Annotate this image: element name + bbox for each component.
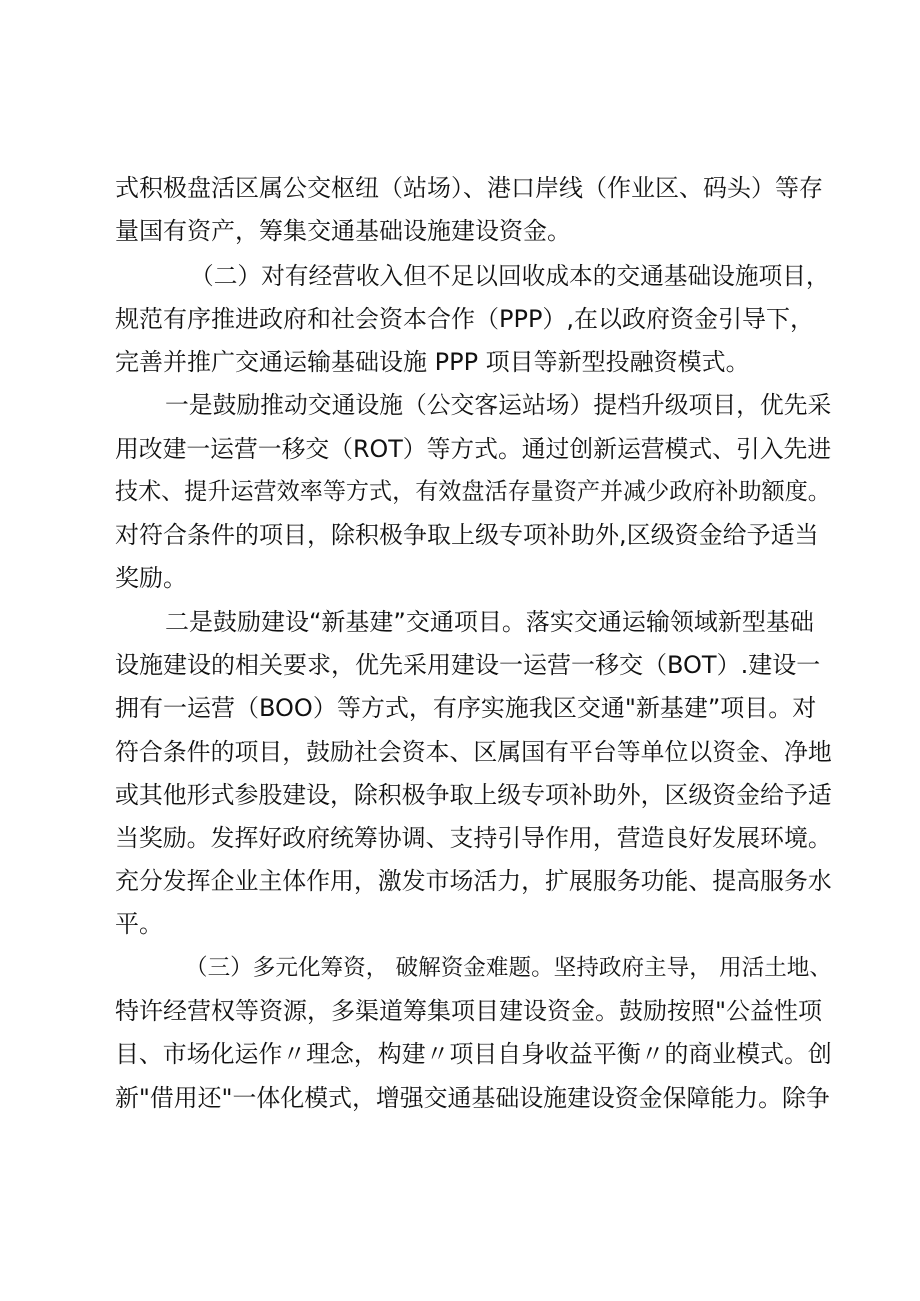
text-line: 设施建设的相关要求，优先采用建设一运营一移交（BOT）.建设一 — [115, 651, 821, 679]
text-line: 特许经营权等资源，多渠道筹集项目建设资金。鼓励按照"公益性项 — [115, 997, 823, 1025]
text-line: 当奖励。发挥好政府统筹协调、支持引导作用，营造良好发展环境。 — [115, 824, 832, 852]
text-line: 完善并推广交通运输基础设施 PPP 项目等新型投融资模式。 — [115, 348, 750, 376]
text-line: （三）多元化筹资， 破解资金难题。坚持政府主导， 用活土地、 — [185, 955, 832, 981]
text-line: 二是鼓励建设“新基建”交通项目。落实交通运输领域新型基础 — [165, 608, 814, 636]
text-line: 充分发挥企业主体作用，激发市场活力，扩展服务功能、提高服务水 — [115, 867, 832, 895]
text-line: 量国有资产，筹集交通基础设施建设资金。 — [115, 217, 571, 245]
text-line: 一是鼓励推动交通设施（公交客运站场）提档升级项目，优先采 — [165, 391, 832, 419]
text-line: 或其他形式参股建设，除积极争取上级专项补助外，区级资金给予适 — [115, 781, 832, 809]
text-line: 对符合条件的项目，除积极争取上级专项补助外,区级资金给予适当 — [115, 521, 819, 549]
text-line: 平。 — [115, 910, 163, 938]
text-line: 式积极盘活区属公交枢纽（站场）、港口岸线（作业区、码头）等存 — [115, 174, 823, 202]
text-line: 拥有一运营（BOO）等方式，有序实施我区交通"新基建”项目。对 — [115, 694, 817, 722]
text-line: 新"借用还"一体化模式，增强交通基础设施建设资金保障能力。除争 — [115, 1084, 830, 1112]
text-line: 符合条件的项目，鼓励社会资本、区属国有平台等单位以资金、净地 — [115, 738, 832, 766]
text-line: 规范有序推进政府和社会资本合作（PPP）,在以政府资金引导下， — [115, 305, 815, 333]
text-line: 目、市场化运作〃理念，构建〃项目自身收益平衡〃的商业模式。创 — [115, 1040, 832, 1068]
text-line: 用改建一运营一移交（ROT）等方式。通过创新运营模式、引入先进 — [115, 435, 832, 463]
text-line: （二）对有经营收入但不足以回收成本的交通基础设施项目， — [190, 262, 830, 290]
text-line: 技术、提升运营效率等方式，有效盘活存量资产并减少政府补助额度。 — [115, 479, 831, 505]
text-line: 奖励。 — [115, 564, 187, 592]
